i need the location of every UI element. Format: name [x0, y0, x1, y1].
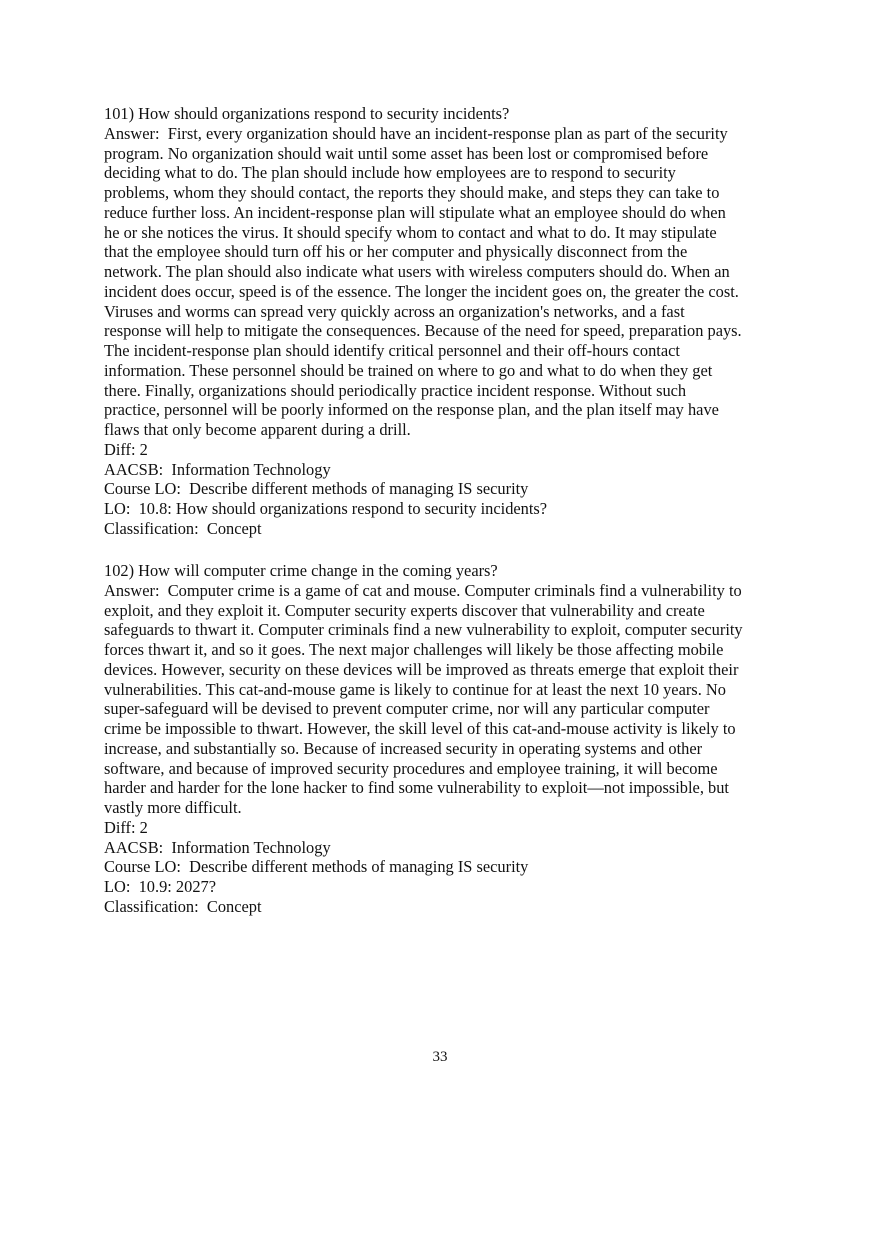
answer-line: increase, and substantially so. Because of increased security in operating systems and other — [104, 738, 703, 758]
answer-line: Course LO: Describe different methods of managing IS security — [104, 857, 529, 877]
answer-line: that the employee should turn off his or her computer and physically disconnect from the — [104, 242, 688, 262]
answer-line: reduce further loss. An incident-response plan will stipulate what an employee should do when — [104, 202, 726, 222]
question-text: 102) How will computer crime change in the coming years? — [104, 561, 498, 580]
answer-line: software, and because of improved security procedures and employee training, it will become — [104, 758, 718, 778]
answer-line: Classification: Concept — [104, 896, 262, 916]
answer-line: safeguards to thwart it. Computer criminals find a new vulnerability to exploit, computer security — [104, 620, 743, 640]
answer-line: Answer: First, every organization should have an incident-response plan as part of the security — [104, 123, 728, 143]
answer-line: flaws that only become apparent during a drill. — [104, 420, 411, 439]
answer-line: practice, personnel will be poorly informed on the response plan, and the plan itself may have — [104, 400, 719, 420]
question-101 — [104, 104, 742, 539]
answer-line: harder and harder for the lone hacker to find some vulnerability to exploit—not impossible, but — [104, 778, 729, 798]
answer-line: The incident-response plan should identify critical personnel and their off-hours contact — [104, 341, 680, 360]
answer-line: he or she notices the virus. It should specify whom to contact and what to do. It may stipulate — [104, 222, 717, 242]
answer-line: AACSB: Information Technology — [104, 837, 331, 857]
answer-line: Course LO: Describe different methods of managing IS security — [104, 479, 529, 499]
answer-line: LO: 10.8: How should organizations respond to security incidents? — [104, 499, 548, 518]
answer-line: Classification: Concept — [104, 518, 262, 538]
question-text: 101) How should organizations respond to security incidents? — [104, 104, 510, 123]
answer-line: devices. However, security on these devices will be improved as threats emerge that exploit their — [104, 659, 739, 679]
answer-line: problems, whom they should contact, the reports they should make, and steps they can take to — [104, 183, 720, 202]
answer-line: program. No organization should wait until some asset has been lost or compromised before — [104, 143, 709, 163]
answer-line: incident does occur, speed is of the essence. The longer the incident goes on, the greater the cost. — [104, 281, 739, 301]
answer-line: information. These personnel should be trained on where to go and what to do when they get — [104, 360, 713, 380]
answer-line: crime be impossible to thwart. However, the skill level of this cat-and-mouse activity is likely to — [104, 719, 736, 738]
answer-line: super-safeguard will be devised to prevent computer crime, nor will any particular computer — [104, 699, 710, 719]
answer-line: Diff: 2 — [104, 439, 148, 459]
answer-line: exploit, and they exploit it. Computer security experts discover that vulnerability and create — [104, 600, 705, 620]
question-102 — [104, 561, 743, 917]
answer-line: there. Finally, organizations should periodically practice incident response. Without such — [104, 380, 687, 400]
answer-line: vastly more difficult. — [104, 798, 242, 817]
answer-line: network. The plan should also indicate what users with wireless computers should do. When an — [104, 262, 730, 281]
answer-line: forces thwart it, and so it goes. The next major challenges will likely be those affecting mobile — [104, 640, 724, 659]
answer-line: Diff: 2 — [104, 817, 148, 837]
answer-line: Answer: Computer crime is a game of cat and mouse. Computer criminals find a vulnerability to — [104, 580, 742, 600]
answer-line: LO: 10.9: 2027? — [104, 877, 216, 896]
answer-line: deciding what to do. The plan should include how employees are to respond to security — [104, 163, 676, 183]
answer-line: response will help to mitigate the consequences. Because of the need for speed, preparation pays. — [104, 321, 742, 341]
answer-line: AACSB: Information Technology — [104, 459, 331, 479]
answer-line: vulnerabilities. This cat-and-mouse game is likely to continue for at least the next 10 years. No — [104, 679, 726, 699]
answer-line: Viruses and worms can spread very quickly across an organization's networks, and a fast — [104, 301, 685, 321]
page-number: 33 — [432, 1049, 448, 1065]
